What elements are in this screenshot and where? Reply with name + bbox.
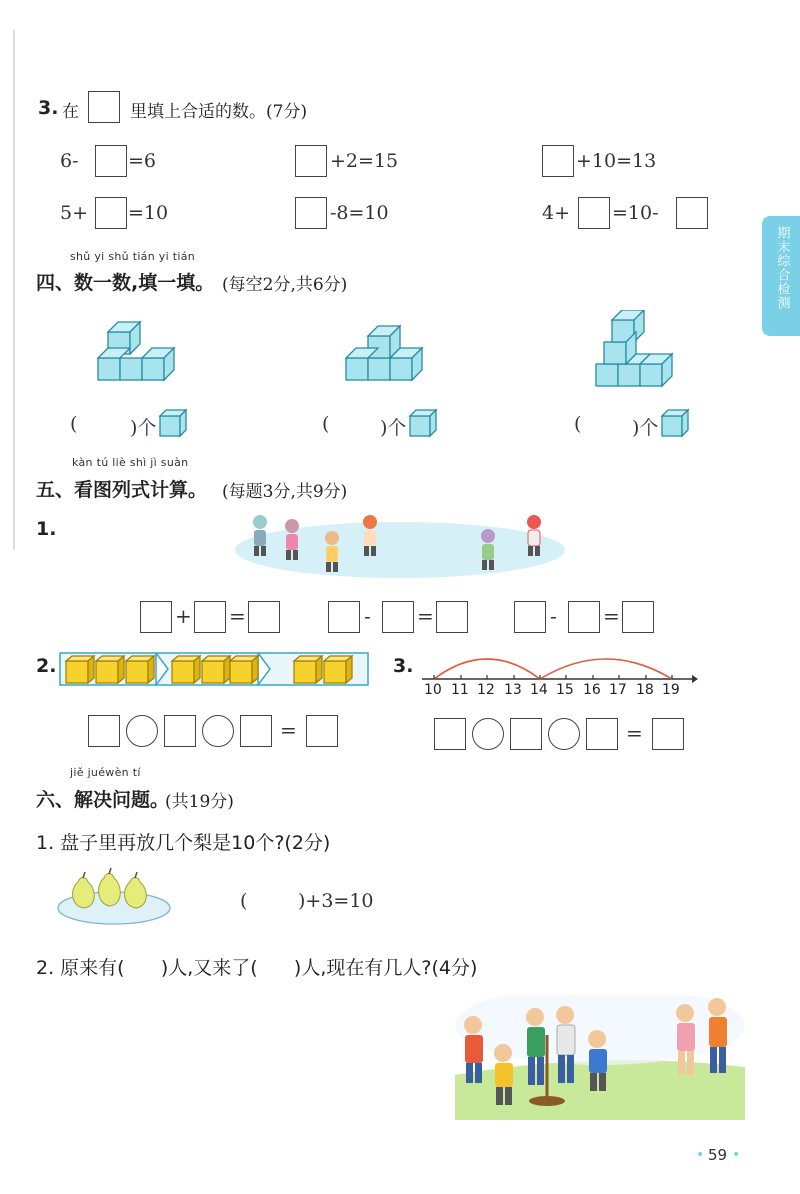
answer-box[interactable] bbox=[578, 197, 610, 229]
operator-circle[interactable] bbox=[548, 718, 580, 750]
eq-text: +10=13 bbox=[576, 150, 657, 172]
answer-box[interactable] bbox=[514, 601, 546, 633]
tree-planting-illustration bbox=[455, 995, 745, 1120]
s6-q1-eq-rest: )+3=10 bbox=[298, 890, 374, 912]
cube-icon bbox=[408, 408, 438, 438]
answer-box[interactable] bbox=[140, 601, 172, 633]
answer-box[interactable] bbox=[542, 145, 574, 177]
section6-title: 六、解决问题。 bbox=[36, 789, 170, 811]
answer-box[interactable] bbox=[328, 601, 360, 633]
eq-text: 4+ bbox=[542, 202, 571, 224]
eq-text: =10- bbox=[612, 202, 659, 224]
equals-sign: = bbox=[626, 721, 643, 745]
blank-open: ( bbox=[574, 413, 582, 435]
tick-label: 19 bbox=[662, 682, 680, 698]
tick-label: 15 bbox=[556, 682, 574, 698]
answer-box[interactable] bbox=[510, 718, 542, 750]
skating-kids-illustration bbox=[230, 508, 565, 583]
section5-title: 五、看图列式计算。 bbox=[36, 479, 208, 501]
cube-icon bbox=[158, 408, 188, 438]
answer-box[interactable] bbox=[194, 601, 226, 633]
section5-score: (每题3分,共9分) bbox=[222, 482, 348, 502]
s5-q1-number: 1. bbox=[36, 518, 57, 540]
section5-pinyin: kàn tú liè shì jì suàn bbox=[72, 456, 189, 469]
s6-q2-text: 2. 原来有( )人,又来了( )人,现在有几人?(4分) bbox=[36, 957, 478, 979]
eq-text: 5+ bbox=[60, 202, 89, 224]
q3-instruction: 里填上合适的数。(7分) bbox=[130, 102, 308, 122]
sample-answer-box bbox=[88, 91, 120, 123]
q3-prefix: 在 bbox=[62, 102, 79, 122]
tick-label: 11 bbox=[451, 682, 469, 698]
pears-plate-illustration bbox=[56, 866, 176, 928]
number-line bbox=[420, 645, 698, 685]
answer-box[interactable] bbox=[295, 197, 327, 229]
bullet-right: • bbox=[732, 1147, 741, 1163]
answer-box[interactable] bbox=[436, 601, 468, 633]
eq-text: -8=10 bbox=[330, 202, 389, 224]
plus-sign: + bbox=[175, 604, 192, 628]
answer-box[interactable] bbox=[652, 718, 684, 750]
tick-label: 10 bbox=[424, 682, 442, 698]
operator-circle[interactable] bbox=[126, 715, 158, 747]
blank-close: )个 bbox=[380, 417, 407, 439]
s5-q3-number: 3. bbox=[393, 655, 414, 677]
s6-q1-eq-open: ( bbox=[240, 890, 248, 912]
tick-label: 17 bbox=[609, 682, 627, 698]
eq-text: =6 bbox=[128, 150, 157, 172]
section6-pinyin: jiě juéwèn tí bbox=[70, 766, 141, 779]
yellow-cubes-illustration bbox=[58, 650, 373, 690]
blank-open: ( bbox=[70, 413, 78, 435]
page-margin-line bbox=[13, 30, 15, 550]
answer-box[interactable] bbox=[306, 715, 338, 747]
cube-stack-2 bbox=[340, 320, 430, 390]
blank-close: )个 bbox=[632, 417, 659, 439]
operator-circle[interactable] bbox=[472, 718, 504, 750]
q3-number: 3. bbox=[38, 97, 59, 119]
answer-box[interactable] bbox=[586, 718, 618, 750]
answer-box[interactable] bbox=[95, 197, 127, 229]
cube-stack-1 bbox=[90, 320, 180, 390]
answer-box[interactable] bbox=[434, 718, 466, 750]
section4-pinyin: shǔ yi shǔ tián yi tián bbox=[70, 250, 196, 263]
s6-q1-text: 1. 盘子里再放几个梨是10个?(2分) bbox=[36, 832, 331, 854]
equals-sign: = bbox=[603, 604, 620, 628]
answer-box[interactable] bbox=[240, 715, 272, 747]
answer-box[interactable] bbox=[164, 715, 196, 747]
answer-box[interactable] bbox=[382, 601, 414, 633]
section6-score: (共19分) bbox=[165, 792, 234, 812]
tick-label: 16 bbox=[583, 682, 601, 698]
cube-icon bbox=[660, 408, 690, 438]
eq-text: +2=15 bbox=[330, 150, 399, 172]
section4-score: (每空2分,共6分) bbox=[222, 275, 348, 295]
answer-box[interactable] bbox=[622, 601, 654, 633]
operator-circle[interactable] bbox=[202, 715, 234, 747]
eq-text: =10 bbox=[128, 202, 169, 224]
tick-label: 13 bbox=[504, 682, 522, 698]
blank-close: )个 bbox=[130, 417, 157, 439]
section4-title: 四、数一数,填一填。 bbox=[36, 272, 215, 294]
eq-text: 6- bbox=[60, 150, 79, 172]
page-number: 59 bbox=[708, 1146, 728, 1164]
equals-sign: = bbox=[417, 604, 434, 628]
equals-sign: = bbox=[280, 718, 297, 742]
minus-sign: - bbox=[364, 604, 371, 628]
s5-q2-number: 2. bbox=[36, 655, 57, 677]
answer-box[interactable] bbox=[88, 715, 120, 747]
answer-box[interactable] bbox=[295, 145, 327, 177]
chapter-side-tab: 期末综合检测 bbox=[762, 216, 800, 336]
bullet-left: • bbox=[696, 1147, 705, 1163]
minus-sign: - bbox=[550, 604, 557, 628]
answer-box[interactable] bbox=[95, 145, 127, 177]
cube-stack-3 bbox=[590, 310, 680, 395]
tick-label: 14 bbox=[530, 682, 548, 698]
answer-box[interactable] bbox=[248, 601, 280, 633]
tick-label: 18 bbox=[636, 682, 654, 698]
answer-box[interactable] bbox=[676, 197, 708, 229]
blank-open: ( bbox=[322, 413, 330, 435]
tick-label: 12 bbox=[477, 682, 495, 698]
equals-sign: = bbox=[229, 604, 246, 628]
answer-box[interactable] bbox=[568, 601, 600, 633]
